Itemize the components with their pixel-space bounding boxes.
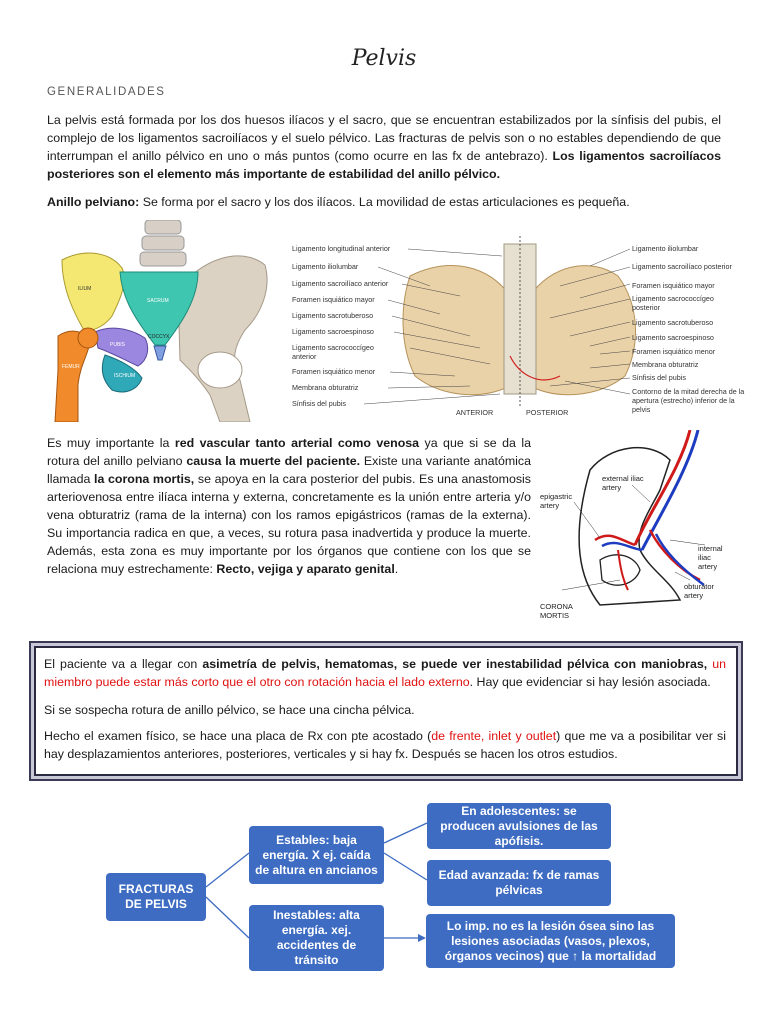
lig-right-label: Ligamento iliolumbar bbox=[632, 244, 699, 253]
lig-left-label: Ligamento iliolumbar bbox=[292, 262, 359, 271]
section-heading: GENERALIDADES bbox=[47, 86, 166, 98]
vascular-text: Existe una variante anatómica llamada bbox=[47, 454, 532, 486]
map-important-node: Lo imp. no es la lesión ósea sino las lesiones asociadas (vasos, plexos, órganos vecinos) que ↑ la mortalidad bbox=[426, 914, 675, 968]
map-stable-node: Estables: baja energía. X ej. caída de altura en ancianos bbox=[249, 826, 384, 884]
label-femur: FEMUR bbox=[62, 364, 80, 370]
lig-right-label: Ligamento sacroilíaco posterior bbox=[632, 262, 732, 271]
lig-left-label: Ligamento sacrotuberoso bbox=[292, 311, 374, 320]
clinical-box bbox=[34, 646, 738, 776]
corona-mortis-figure bbox=[540, 430, 730, 620]
vascular-text: ya que si se da la rotura del anillo pelviano bbox=[47, 436, 531, 468]
map-root-node: FRACTURAS DE PELVIS bbox=[106, 873, 206, 921]
map-adolescents-node: En adolescentes: se producen avulsiones de las apófisis. bbox=[427, 803, 611, 849]
view-anterior-label: ANTERIOR bbox=[456, 408, 494, 417]
lig-right-label: Foramen isquiático mayor bbox=[632, 281, 715, 290]
clinical-paragraph-3 bbox=[44, 727, 726, 763]
external-iliac-label: external iliac artery bbox=[602, 474, 644, 492]
lig-left-label: Ligamento sacroespinoso bbox=[292, 327, 374, 336]
clinical-red: un miembro puede estar más corto que el otro con rotación hacia el lado externo bbox=[44, 657, 727, 689]
clinical-paragraph-2: Si se sospecha rotura de anillo pélvico, se hace una cincha pélvica. bbox=[44, 703, 415, 717]
intro-bold: Los ligamentos sacroilíacos posteriores son el elemento más importante de estabilidad del anillo pélvico. bbox=[47, 149, 721, 181]
clinical-paragraph-1 bbox=[44, 655, 726, 691]
epigastric-label: epigastric artery bbox=[540, 492, 573, 510]
label-ischium: ISCHIUM bbox=[114, 373, 136, 379]
ring-term: Anillo pelviano: bbox=[47, 195, 140, 209]
internal-iliac-label: internal iliac artery bbox=[698, 544, 723, 571]
lig-right-label: Ligamento sacrotuberoso bbox=[632, 318, 714, 327]
vascular-bold: red vascular tanto arterial como venosa bbox=[174, 436, 420, 450]
lig-left-label: Sínfisis del pubis bbox=[292, 399, 346, 408]
vascular-text: se apoya en la cara posterior del pubis. Es una anastomosis arteriovenosa entre ilíaca interna y externa, concretamente es la unión entre arteria y/o vena obturatriz (rama de la interna) con los ramos epigástricos (ramas de la externa). Su importancia radica en que, a veces, su rotura pasa inadvertida y produce la muerte. Además, esta zona es muy importante por los órganos que contiene con los que se relaciona muy estrechamente: bbox=[47, 472, 532, 576]
label-pubis: PUBIS bbox=[110, 342, 126, 348]
lig-right-label: Membrana obturatriz bbox=[632, 360, 699, 369]
clinical-red: de frente, inlet y outlet bbox=[431, 729, 557, 743]
clinical-text: El paciente va a llegar con bbox=[44, 657, 203, 671]
lig-right-label: Ligamento sacroespinoso bbox=[632, 333, 714, 342]
clinical-text: Hecho el examen físico, se hace una placa de Rx con pte acostado ( bbox=[44, 729, 432, 743]
vascular-bold: Recto, vejiga y aparato genital bbox=[216, 562, 395, 576]
intro-paragraph bbox=[47, 111, 721, 183]
page-title: Pelvis bbox=[351, 46, 417, 71]
vascular-paragraph bbox=[47, 434, 531, 578]
ligaments-figure bbox=[290, 236, 750, 422]
ring-paragraph bbox=[47, 193, 721, 211]
lig-left-label: Ligamento sacrococcígeo anterior bbox=[292, 343, 374, 361]
vascular-bold: causa la muerte del paciente. bbox=[186, 454, 361, 468]
lig-right-label: Sínfisis del pubis bbox=[632, 373, 686, 382]
lig-left-label: Foramen isquiático menor bbox=[292, 367, 376, 376]
clinical-bold: asimetría de pelvis, hematomas, se puede ver inestabilidad pélvica con maniobras, bbox=[202, 657, 708, 671]
label-sacrum: SACRUM bbox=[147, 298, 169, 304]
intro-text: La pelvis está formada por los dos huesos ilíacos y el sacro, que se encuentran estabilizados por la sínfisis del pubis, el complejo de los ligamentos sacroilíacos y el suelo pélvico. Las fracturas de pelvis son o no estables dependiendo de que interrumpan el anillo pélvico en uno o más puntos (como ocurre en las fx de antebrazo). bbox=[47, 113, 721, 163]
label-coccyx: COCCYX bbox=[148, 334, 170, 340]
clinical-text: . Hay que evidenciar si hay lesión asociada. bbox=[469, 675, 711, 689]
vascular-text: . bbox=[394, 562, 399, 576]
corona-mortis-label: CORONA MORTIS bbox=[540, 602, 573, 620]
clinical-text: ) que me va a posibilitar ver si hay desplazamientos anteriores, posteriores, verticales y si hay fx. Después se hacen los otros estudios. bbox=[44, 729, 726, 761]
lig-left-label: Foramen isquiático mayor bbox=[292, 295, 375, 304]
vascular-text: Es muy importante la bbox=[47, 436, 175, 450]
lig-left-label: Ligamento longitudinal anterior bbox=[292, 244, 391, 253]
hip-bones-figure bbox=[50, 220, 276, 422]
ring-text: Se forma por el sacro y los dos ilíacos. La movilidad de estas articulaciones es pequeña. bbox=[139, 195, 630, 209]
lig-left-label: Ligamento sacroilíaco anterior bbox=[292, 279, 389, 288]
view-posterior-label: POSTERIOR bbox=[526, 408, 569, 417]
lig-left-label: Membrana obturatriz bbox=[292, 383, 359, 392]
label-ilium: ILIUM bbox=[78, 286, 92, 292]
vascular-bold: la corona mortis, bbox=[94, 472, 195, 486]
map-unstable-node: Inestables: alta energía. xej. accidentes de tránsito bbox=[249, 905, 384, 971]
map-elderly-node: Edad avanzada: fx de ramas pélvicas bbox=[427, 860, 611, 906]
lig-right-label: Foramen isquiático menor bbox=[632, 347, 716, 356]
lig-right-label: Contorno de la mitad derecha de la apertura (estrecho) inferior de la pelvis bbox=[632, 387, 745, 414]
lig-right-label: Ligamento sacrococcígeo posterior bbox=[632, 294, 714, 312]
obturator-label: obturator artery bbox=[684, 582, 715, 600]
